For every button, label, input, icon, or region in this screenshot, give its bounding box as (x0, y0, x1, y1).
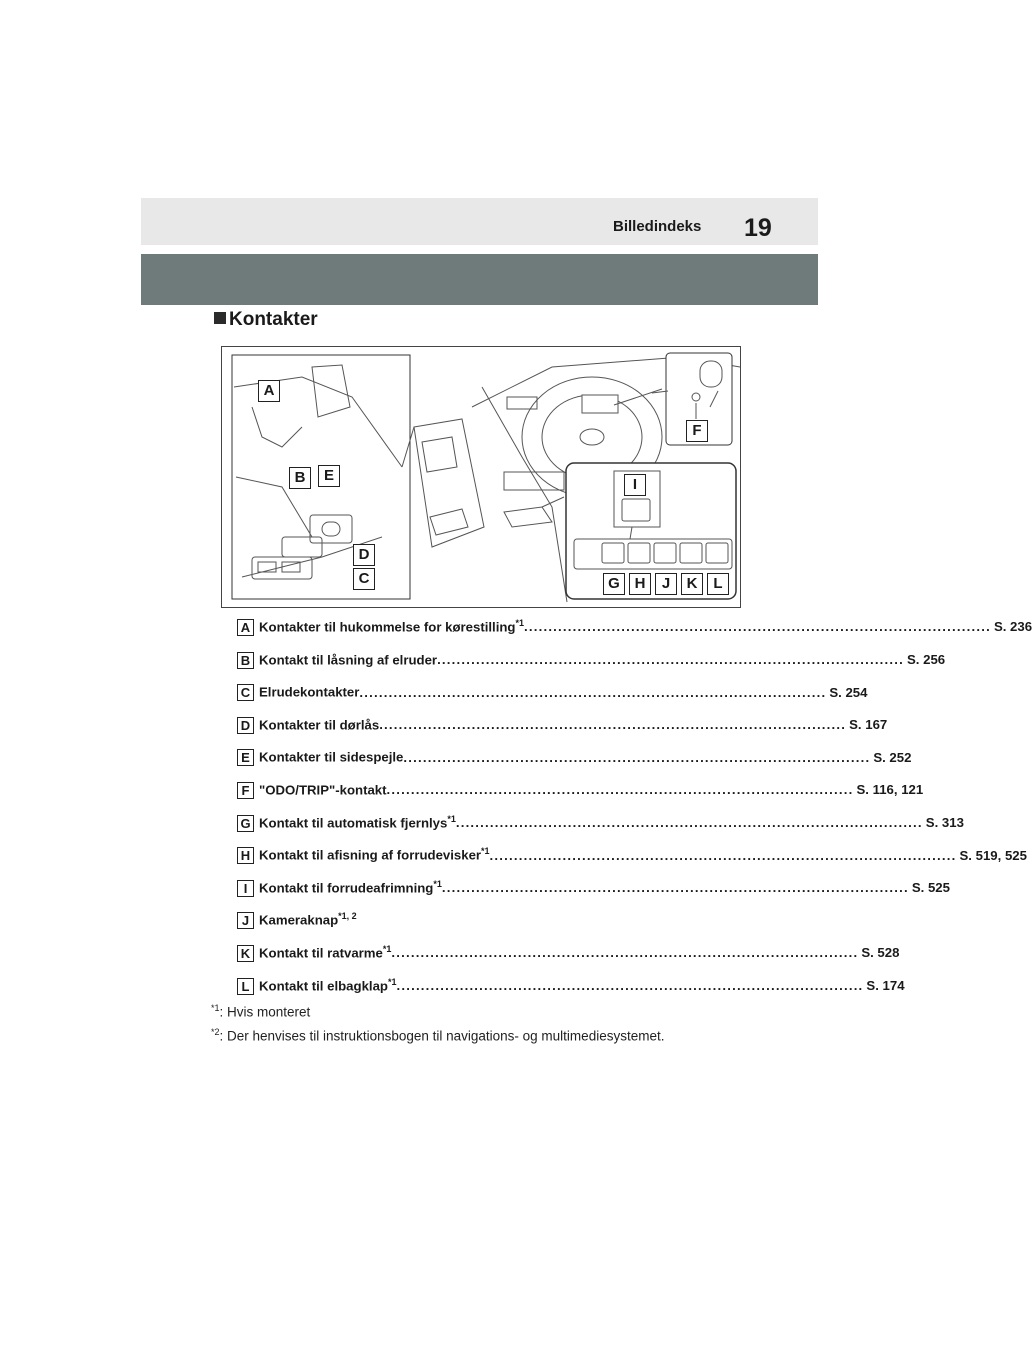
entry-row (237, 810, 964, 843)
index-entries (237, 614, 1032, 1005)
entry-row (237, 907, 737, 940)
callout-A: A (258, 380, 280, 402)
callout-F: F (686, 420, 708, 442)
callout-D: D (353, 544, 375, 566)
entry-page: S. 313 (925, 814, 964, 830)
dot-leader: ................................................................................................ (437, 651, 904, 667)
entry-page: S. 116, 121 (856, 782, 924, 798)
dot-leader: ................................................................................................ (403, 749, 871, 765)
entry-page: S. 528 (861, 945, 900, 961)
entry-letter: A (237, 619, 254, 636)
callout-L: L (707, 573, 729, 595)
header-bar (141, 198, 818, 245)
callout-H: H (629, 573, 651, 595)
entry-row (237, 973, 905, 1006)
entry-page: S. 525 (911, 880, 950, 896)
section-title: Kontakter (214, 309, 318, 331)
entry-page: S. 236 (993, 619, 1032, 635)
entry-letter: F (237, 782, 254, 799)
entry-label: Kameraknap$^{*1, 2}$ (259, 911, 357, 928)
callout-K: K (681, 573, 703, 595)
entry-letter: J (237, 912, 254, 929)
entry-page: S. 519, 525 (959, 847, 1027, 863)
callout-I: I (624, 474, 646, 496)
dot-leader: ................................................................................................ (396, 977, 864, 993)
entry-label: Elrudekontakter (259, 684, 360, 700)
dot-leader: ................................................................................................ (359, 684, 827, 700)
entry-letter: G (237, 815, 254, 832)
header-band (141, 254, 818, 305)
entry-row (237, 679, 868, 712)
switch-illustration (221, 346, 741, 608)
entry-label: Kontakt til låsning af elruder (259, 651, 438, 667)
dot-leader: ................................................................................................ (455, 814, 923, 830)
entry-label: Kontakter til sidespejle (259, 749, 404, 765)
dot-leader: ................................................................................................ (524, 619, 991, 635)
callout-B: B (289, 467, 311, 489)
callout-J: J (655, 573, 677, 595)
entry-label: Kontakt til automatisk fjernlys$^{*1}$ (259, 813, 456, 830)
entry-row (237, 647, 946, 680)
dot-leader: ................................................................................................ (441, 880, 909, 896)
entry-label: Kontakt til forrudeafrimning$^{*1}$ (259, 878, 442, 896)
entry-page: S. 254 (829, 684, 868, 700)
callout-G: G (603, 573, 625, 595)
footnote-1: $^{*1}$: Hvis monteret (211, 1003, 311, 1020)
entry-page: S. 174 (866, 977, 905, 993)
header-title: Billedindeks (613, 218, 702, 235)
entry-letter: C (237, 684, 254, 701)
entry-letter: D (237, 717, 254, 734)
square-bullet-icon (214, 312, 226, 324)
page-number: 19 (744, 214, 772, 242)
entry-letter: K (237, 945, 254, 962)
entry-label: Kontakt til elbagklap$^{*1}$ (259, 976, 397, 993)
entry-row (237, 614, 1032, 647)
dot-leader: ................................................................................................ (391, 945, 859, 961)
entry-row (237, 777, 924, 810)
entry-letter: I (237, 880, 254, 897)
entry-row (237, 712, 888, 745)
callout-C: C (353, 568, 375, 590)
entry-letter: L (237, 978, 254, 995)
dot-leader: ................................................................................................ (379, 717, 847, 733)
dot-leader: ................................................................................................ (489, 847, 957, 863)
entry-label: Kontakt til afisning af forrudevisker$^{*1}$ (259, 846, 490, 863)
entry-label: Kontakter til dørlås (259, 717, 380, 733)
entry-row (237, 744, 912, 777)
entry-label: "ODO/TRIP"-kontakt (259, 782, 387, 798)
callout-E: E (318, 465, 340, 487)
entry-label: Kontakt til ratvarme$^{*1}$ (259, 943, 392, 961)
entry-label: Kontakter til hukommelse for kørestilling$^{*1}$ (259, 618, 524, 635)
entry-page: S. 256 (907, 651, 946, 667)
entry-page: S. 167 (849, 717, 888, 733)
entry-row (237, 875, 950, 908)
entry-letter: B (237, 652, 254, 669)
entry-row (237, 842, 1027, 875)
entry-letter: H (237, 847, 254, 864)
entry-row (237, 940, 900, 973)
dot-leader: ................................................................................................ (386, 782, 854, 798)
entry-letter: E (237, 749, 254, 766)
footnote-2: $^{*2}$: Der henvises til instruktionsbogen til navigations- og multimediesystemet. (211, 1027, 665, 1044)
entry-page: S. 252 (873, 749, 912, 765)
